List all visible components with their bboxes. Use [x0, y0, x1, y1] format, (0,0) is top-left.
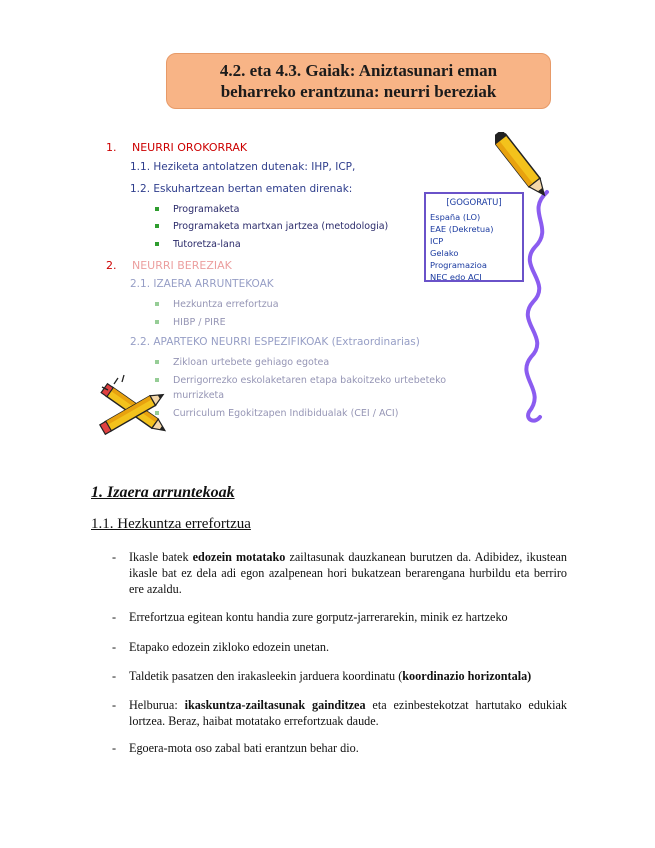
crossed-pencils-icon	[94, 374, 174, 450]
list-item: Programaketa	[155, 204, 239, 215]
title-line-2: beharreko erantzuna: neurri bereziak	[220, 82, 497, 101]
gogoratu-title: [GOGORATU]	[446, 198, 502, 208]
list-item: Derrigorrezko eskolaketaren etapa bakoitzeko urtebeteko	[155, 375, 446, 386]
section-1-heading	[106, 141, 247, 154]
section-1-number: 1.	[106, 141, 117, 154]
gogoratu-line: España (LO)	[430, 212, 481, 222]
bullet-icon	[155, 242, 159, 246]
bullet-icon	[155, 360, 159, 364]
bullet-icon	[155, 302, 159, 306]
section-heading: 1. Izaera arruntekoak	[91, 484, 235, 501]
list-item: - Helburua: ikaskuntza-zailtasunak gainditzea eta ezinbestekotzat hartutako edukiak lortzea. Beraz, haibat motatako errefortzuak daude.	[112, 698, 567, 728]
bullet-icon	[155, 224, 159, 228]
list-item: - Ikasle batek edozein motatako zailtasunak dauzkanean burutzen da. Adibidez, ikustean ikasle bat ez dela adi egon azalpenean hori bukatzean berarengana hurbildu eta berriro ere azaldu.	[112, 550, 568, 596]
list-item: Zikloan urtebete gehiago egotea	[155, 357, 329, 368]
gogoratu-line: ICP	[430, 236, 444, 246]
section-2-heading	[106, 259, 232, 272]
list-item: - Egoera-mota oso zabal bati erantzun behar dio.	[112, 741, 359, 755]
section-2-number: 2.	[106, 259, 117, 272]
subsection-heading: 1.1. Hezkuntza errefortzua	[91, 516, 251, 532]
list-item: HIBP / PIRE	[155, 317, 226, 328]
section-1-sub-2: 1.2. Eskuhartzean bertan ematen direnak:	[130, 183, 353, 195]
section-1-sub-1: 1.1. Heziketa antolatzen dutenak: IHP, ICP,	[130, 161, 356, 173]
bullet-icon	[155, 320, 159, 324]
list-item: - Errefortzua egitean kontu handia zure gorputz-jarrerarekin, minik ez hartzeko	[112, 610, 508, 624]
gogoratu-line: NEC edo ACI	[430, 272, 482, 282]
section-2-sub-1: 2.1. IZAERA ARRUNTEKOAK	[130, 278, 274, 290]
section-2-label: NEURRI BEREZIAK	[132, 259, 232, 272]
section-2-sub-2: 2.2. APARTEKO NEURRI ESPEZIFIKOAK (Extraordinarias)	[130, 336, 420, 348]
list-item: Hezkuntza errefortzua	[155, 299, 279, 310]
pencil-squiggle-icon	[495, 132, 565, 432]
gogoratu-line: Gelako Programazioa	[430, 248, 487, 270]
bullet-icon	[155, 207, 159, 211]
list-item: - Etapako edozein zikloko edozein unetan.	[112, 640, 329, 654]
list-item-continuation: murrizketa	[173, 390, 225, 401]
list-item: - Taldetik pasatzen den irakasleekin jarduera koordinatu (koordinazio horizontala)	[112, 669, 532, 683]
title-line-1: 4.2. eta 4.3. Gaiak: Aniztasunari eman	[219, 61, 498, 80]
section-1-label: NEURRI OROKORRAK	[132, 141, 248, 154]
list-item: Programaketa martxan jartzea (metodologia)	[155, 221, 388, 232]
title-box	[166, 53, 551, 109]
gogoratu-line: EAE (Dekretua)	[430, 224, 494, 234]
list-item: Tutoretza-lana	[155, 239, 241, 250]
list-item: Curriculum Egokitzapen Indibidualak (CEI / ACI)	[155, 408, 398, 419]
